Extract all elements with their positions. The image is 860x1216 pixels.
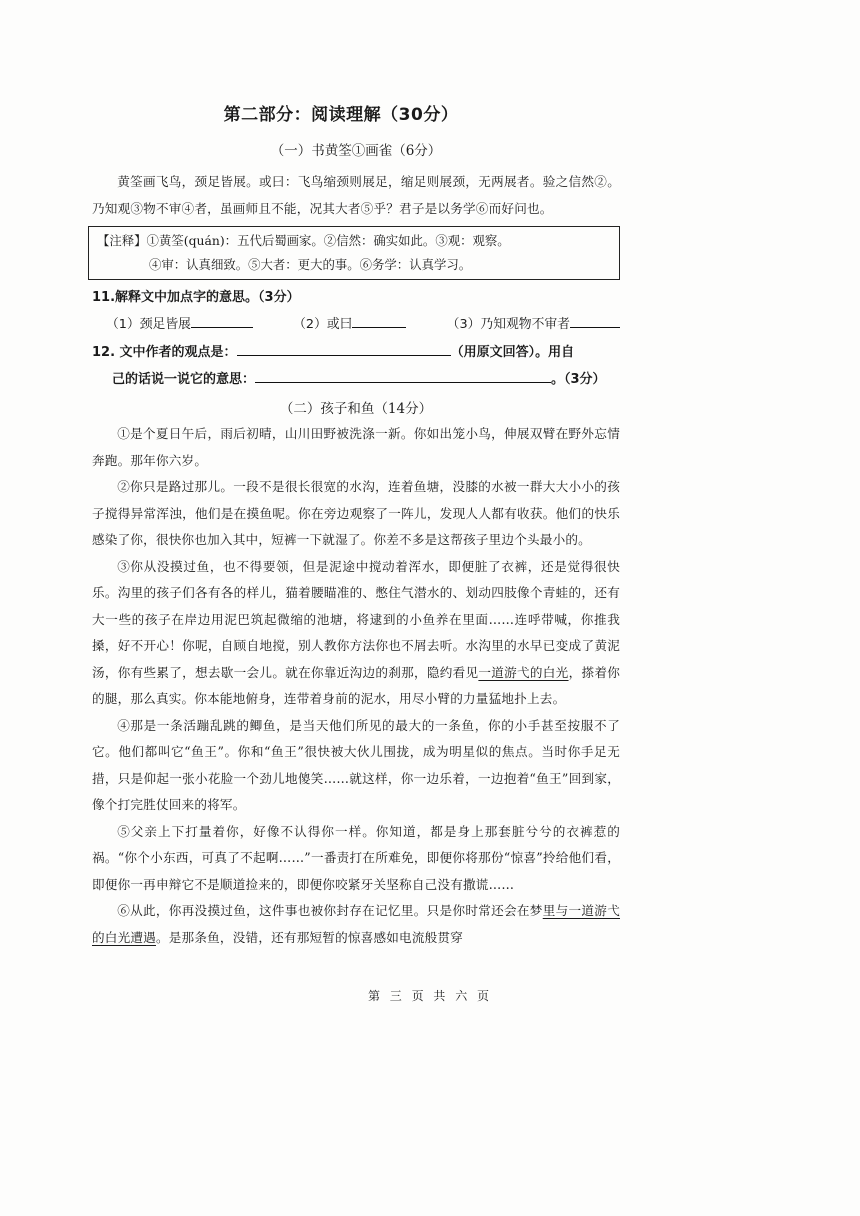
q11-item-1: [106, 311, 253, 339]
page-content: [92, 100, 620, 951]
section1-passage: 黄筌画飞鸟，颈足皆展。或曰：飞鸟缩颈则展足，缩足则展颈，无两展者。验之信然②。乃知观③物不审④者，虽画师且不能，况其大者⑤乎？君子是以务学⑥而好问也。: [92, 174, 620, 216]
q11-answer-blank-1[interactable]: [191, 313, 253, 328]
paragraph-3-underlined: 一道游弋的白光: [478, 664, 569, 680]
paragraph-6: [92, 898, 620, 951]
q11-item-3-text: （3）乃知观物不审者: [446, 317, 570, 332]
section2-title: （二）孩子和鱼（14分）: [279, 401, 433, 417]
notes-line-2: ④审：认真细致。⑤大者：更大的事。⑥务学：认真学习。: [149, 257, 472, 272]
q11-item-3: [447, 311, 620, 339]
paragraph-6-tail: 。是那条鱼，没错，还有那短暂的惊喜感如电流般贯穿: [155, 929, 464, 945]
notes-box: [88, 226, 620, 280]
q11-item-2-text: （2）或曰: [293, 317, 353, 332]
paragraph-3: [92, 554, 620, 713]
paragraph-3-tail: ，搽着你的腿，那么真实。你本能地俯身，连带着身前的泥水，用尽小臂的力量猛地扑上去。: [92, 664, 620, 706]
q12-part3: 己的话说一说它的意思：: [112, 372, 256, 387]
paragraph-6-text: ⑥从此，你再没摸过鱼，这件事也被你封存在记忆里。只是你时常还会在梦: [117, 903, 543, 918]
notes-line-1: 【注释】①黄筌(quán)：五代后蜀画家。②信然：确实如此。③观：观察。: [97, 233, 510, 248]
paragraph-6-underlined: 一道游弋的白光遭遇: [92, 903, 620, 945]
page-footer: 第 三 页 共 六 页: [367, 989, 493, 1003]
paragraph-5: ⑤父亲上下打量着你，好像不认得你一样。你知道，都是身上那套脏兮兮的衣裤惹的祸。“你个小东西，可真了不起啊……”一番责打在所难免，即便你将那份“惊喜”拎给他们看，即便你一再申辩它不是顺道捡来的，即便你咬紧牙关坚称自己没有撒谎……: [92, 823, 620, 892]
q12-answer-blank-2[interactable]: [255, 368, 551, 383]
paragraph-4: ④那是一条活蹦乱跳的鲫鱼，是当天他们所见的最大的一条鱼，你的小手甚至按服不了它。他们都叫它“鱼王”。你和“鱼王”很快被大伙儿围拢，成为明星似的焦点。当时你手足无措，只是仰起一张小花脸一个劲儿地傻笑……就这样，你一边乐着，一边抱着“鱼王”回到家，像个打完胜仗回来的将军。: [92, 717, 620, 812]
question-11-items: [92, 311, 620, 339]
question-12-line-1: [92, 339, 620, 366]
q11-item-2: [293, 311, 406, 339]
q12-part2: （用原文回答）。用自: [450, 345, 575, 360]
paragraph-2: ②你只是路过那儿。一段不是很长很宽的水沟，连着鱼塘，没膝的水被一群大大小小的孩子搅得异常浑浊，他们是在摸鱼呢。你在旁边观察了一阵儿，发现人人都有收获。他们的快乐感染了你，很快你也加入其中，短裤一下就湿了。你差不多是这帮孩子里边个头最小的。: [92, 479, 620, 547]
section1-title: （一）书黄筌①画雀（6分）: [270, 143, 442, 159]
question-12-line-2: [92, 366, 620, 393]
q12-part4: 。（3分）: [551, 372, 606, 387]
paragraph-3-text: ③你从没摸过鱼，也不得要领，但是泥途中搅动着浑水，即便脏了衣裤，还是觉得很快乐。沟里的孩子们各有各的样儿，猫着腰瞄准的、憋住气潜水的、划动四肢像个青蛙的，还有大一些的孩子在岸边用泥巴筑起微缩的池塘，将逮到的小鱼养在里面……连呼带喊，你推我搡，好不开心！你呢，自顾自地搅，别人教你方法你也不屑去听。水沟里的水早已变成了黄泥汤，你有些累了，想去歇一会儿。就在你靠近沟边的刹那，隐约看见: [92, 558, 620, 680]
q11-answer-blank-2[interactable]: [352, 313, 406, 328]
paragraph-1: ①是个夏日午后，雨后初晴，山川田野被洗涤一新。你如出笼小鸟，伸展双臂在野外忘情奔跑。那年你六岁。: [92, 426, 620, 468]
q11-item-1-text: （1）颈足皆展: [106, 317, 191, 332]
q12-part1: 12. 文中作者的观点是：: [92, 345, 237, 360]
q12-answer-blank-1[interactable]: [237, 341, 451, 356]
question-11-stem: 11.解释文中加点字的意思。（3分）: [92, 290, 300, 305]
part-title: 第二部分：阅读理解（30分）: [223, 105, 459, 125]
paragraph-6-prefix: 里与: [542, 903, 569, 918]
q11-answer-blank-3[interactable]: [570, 313, 620, 328]
